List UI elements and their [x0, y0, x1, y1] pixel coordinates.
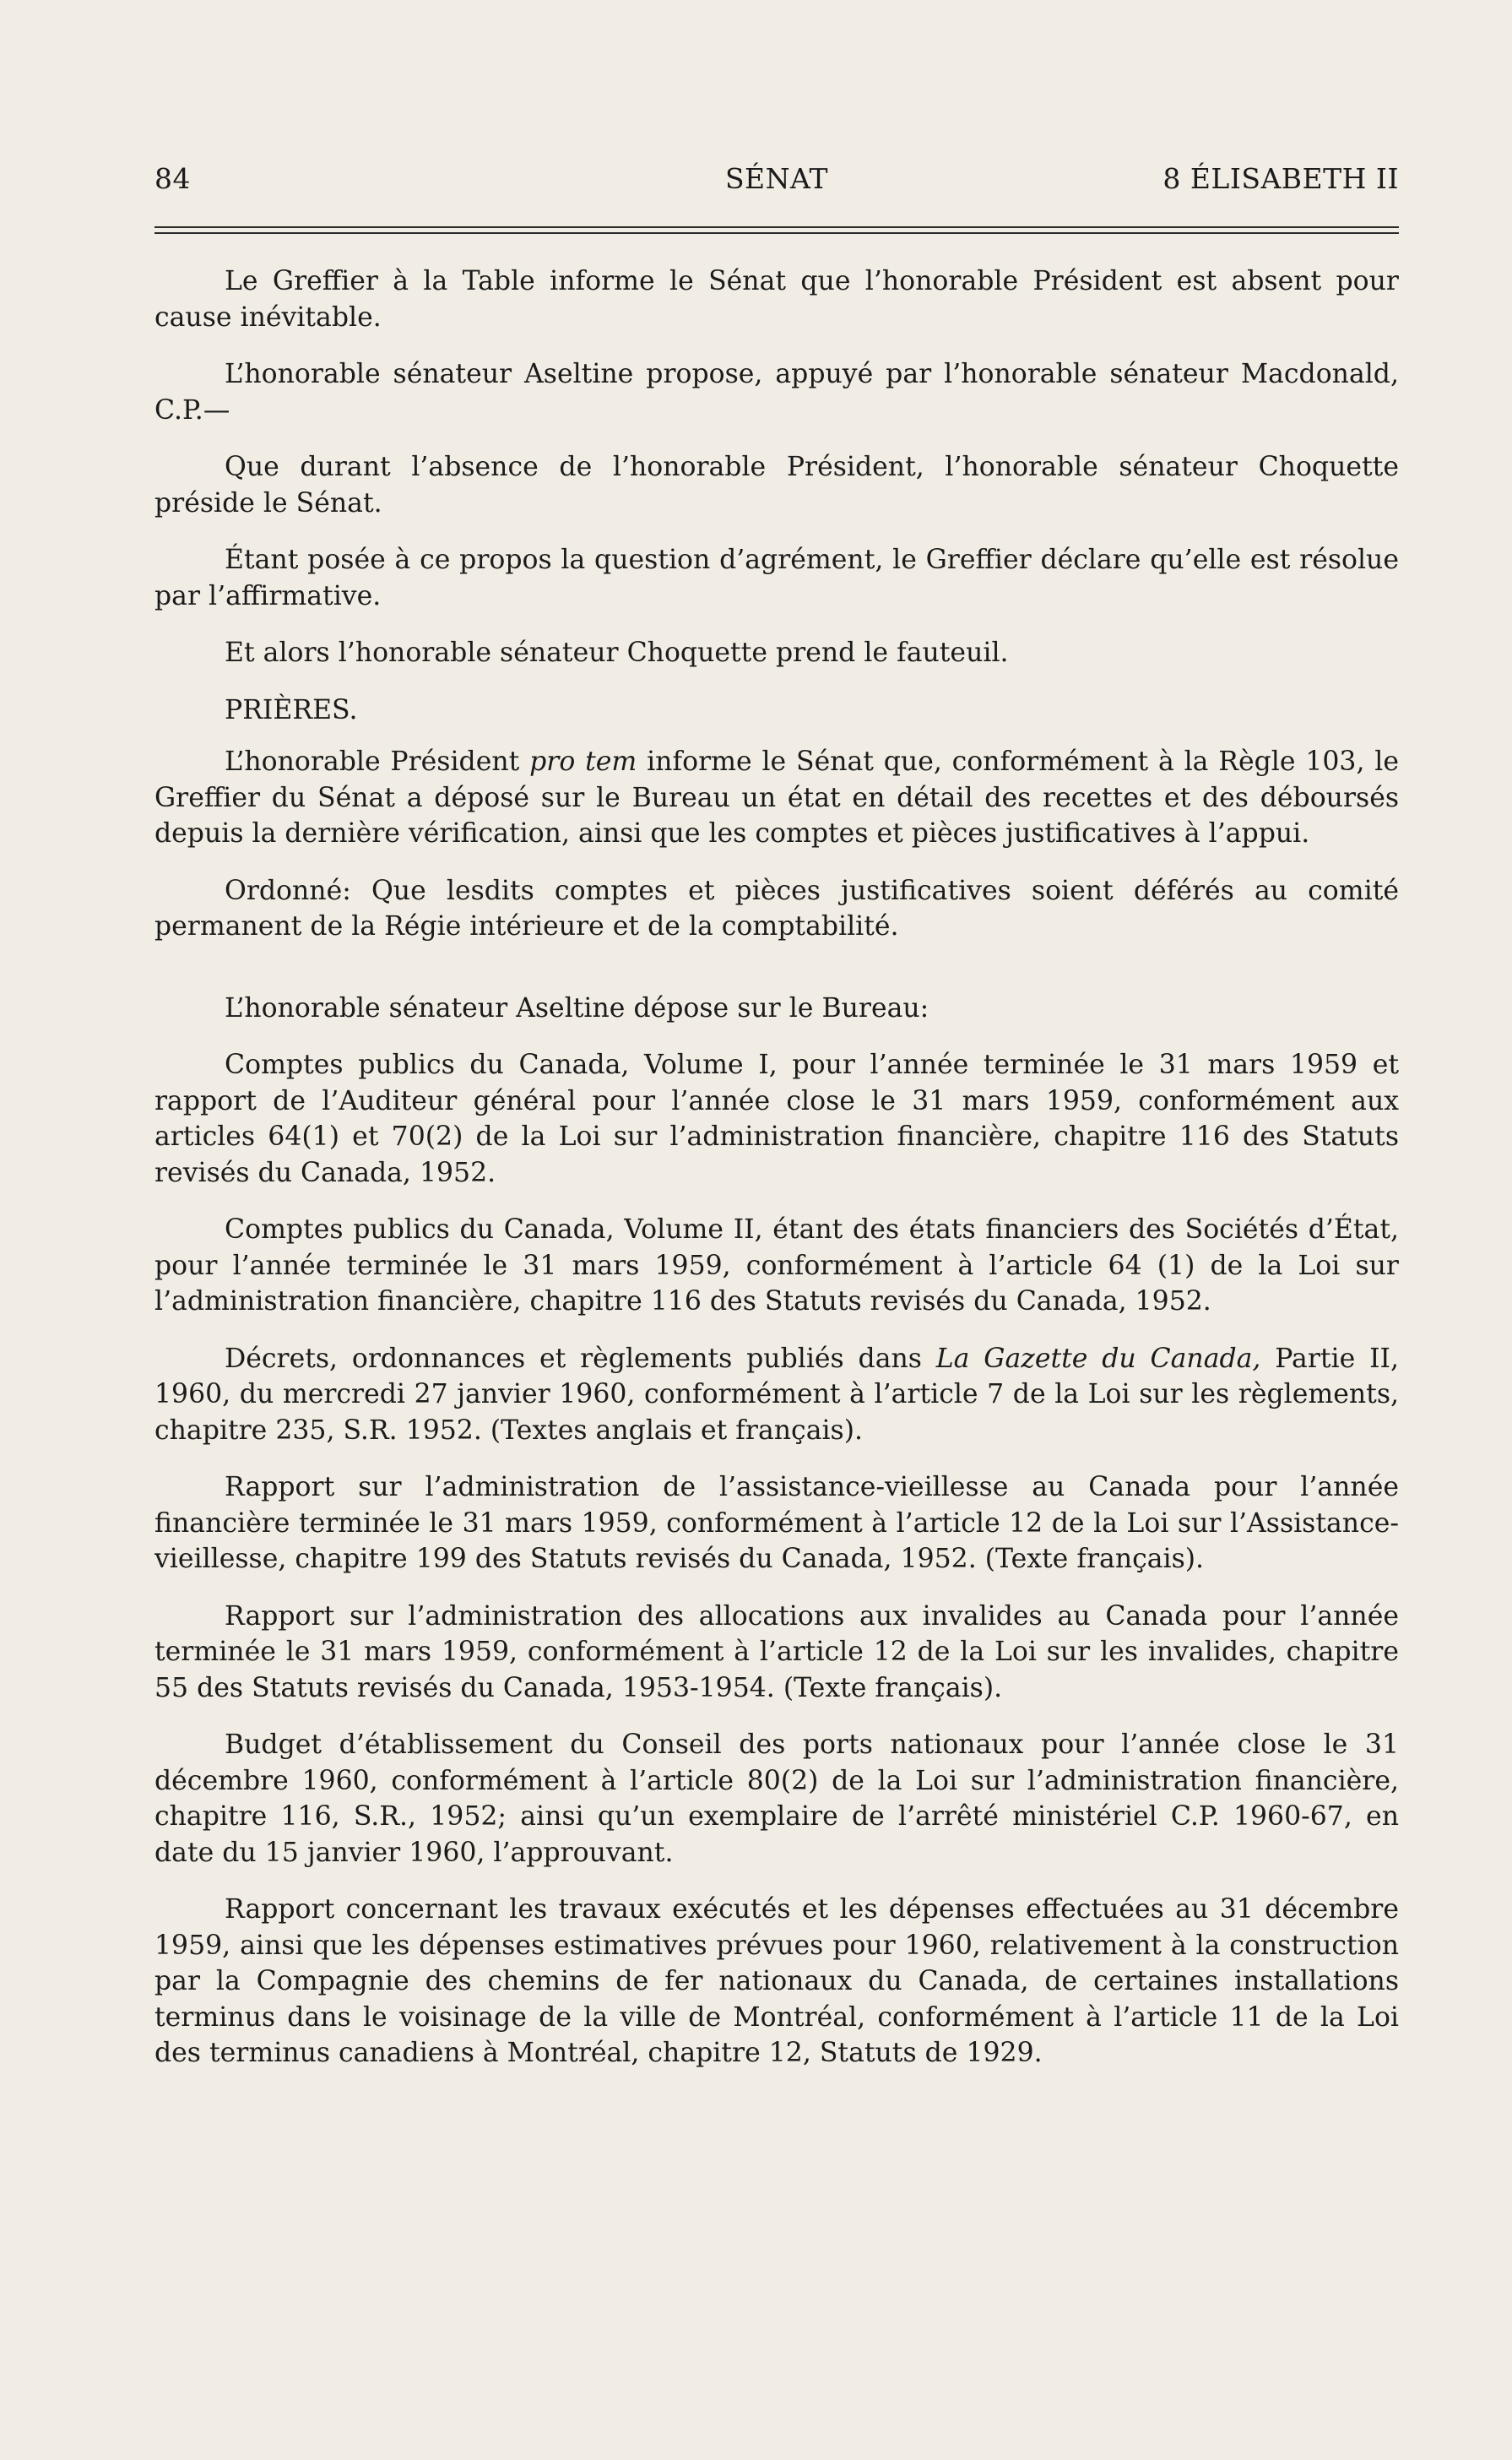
running-header [154, 162, 1399, 204]
header-rule [154, 226, 1399, 228]
running-title: SÉNAT [724, 162, 829, 195]
paragraph: L’honorable sénateur Aseltine dépose sur le Bureau: [225, 992, 929, 1024]
paragraph: Comptes publics du Canada, Volume I, pour l’année terminée le 31 mars 1959 et rapport de l’Auditeur général pour l’année close le 31 mars 1959, conformément aux articles 64(1) et 70(2) de la Loi sur l’administration financière, chapitre 116 des Statuts revisés du Canada, 1952. [154, 1050, 1399, 1188]
paragraph: Ordonné: Que lesdits comptes et pièces justificatives soient déférés au comité permanent de la Régie intérieure et de la comptabilité. [154, 875, 1399, 942]
paragraph [154, 1341, 1399, 1449]
paragraph: Comptes publics du Canada, Volume II, étant des états financiers des Sociétés d’État, pour l’année terminée le 31 mars 1959, conformément à l’article 64 (1) de la Loi sur l’administration financière, chapitre 116 des Statuts revisés du Canada, 1952. [154, 1214, 1399, 1317]
paragraph: Étant posée à ce propos la question d’agrément, le Greffier déclare qu’elle est résolue par l’affirmative. [154, 545, 1399, 611]
paragraph: Rapport sur l’administration des allocations aux invalides au Canada pour l’année terminée le 31 mars 1959, conformément à l’article 12 de la Loi sur les invalides, chapitre 55 des Statuts revisés du Canada, 1953-1954. (Texte français). [154, 1600, 1399, 1703]
paragraph: Et alors l’honorable sénateur Choquette prend le fauteuil. [225, 638, 1009, 668]
paragraph-italic: La Gazette du Canada, [935, 1343, 1261, 1374]
paragraph: Budget d’établissement du Conseil des ports nationaux pour l’année close le 31 décembre 1960, conformément à l’article 80(2) de la Loi sur l’administration financière, chapitre 116, S.R., 1952; ainsi qu’un exemplaire de l’arrêté ministériel C.P. 1960-67, en date du 15 janvier 1960, l’approuvant. [154, 1730, 1399, 1868]
paragraph: Le Greffier à la Table informe le Sénat que l’honorable Président est absent pour cause inévitable. [154, 266, 1399, 333]
paragraph: Que durant l’absence de l’honorable Président, l’honorable sénateur Choquette préside le Sénat. [154, 452, 1399, 519]
header-rule-second [154, 232, 1399, 234]
paragraph-text: L’honorable Président [225, 747, 530, 777]
paragraph-text: informe le Sénat que, conformément à la Règle 103, le Greffier du Sénat a déposé sur le Bureau un état en détail des recettes et des déboursés depuis la dernière vérification, ainsi que les comptes et pièces justificatives à l’appui. [154, 747, 1399, 849]
paragraph-italic: pro tem [529, 747, 637, 777]
paragraph: L’honorable sénateur Aseltine propose, appuyé par l’honorable sénateur Macdonald, C.P.— [154, 359, 1399, 426]
paragraph-text: Décrets, ordonnances et règlements publiés dans [225, 1343, 936, 1374]
paragraph: Rapport sur l’administration de l’assistance-vieillesse au Canada pour l’année financière terminée le 31 mars 1959, conformément à l’article 12 de la Loi sur l’Assistance-vieillesse, chapitre 199 des Statuts revisés du Canada, 1952. (Texte français). [154, 1472, 1399, 1574]
paragraph [154, 744, 1399, 852]
paragraph: Rapport concernant les travaux exécutés et les dépenses effectuées au 31 décembre 1959, ainsi que les dépenses estimatives prévues pour 1960, relativement à la construction par la Compagnie des chemins de fer nationaux du Canada, de certaines installations terminus dans le voisinage de la ville de Montréal, conformément à l’article 11 de la Loi des terminus canadiens à Montréal, chapitre 12, Statuts de 1929. [154, 1894, 1399, 2068]
page-body [154, 263, 1399, 2093]
prayers-heading: PRIÈRES. [225, 694, 358, 725]
paragraph-text: Partie II, 1960, du mercredi 27 janvier 1960, conformément à l’article 7 de la Loi sur les règlements, chapitre 235, S.R. 1952. (Textes anglais et français). [154, 1343, 1400, 1446]
running-session: 8 ÉLISABETH II [1162, 162, 1399, 195]
page-number: 84 [154, 162, 191, 195]
